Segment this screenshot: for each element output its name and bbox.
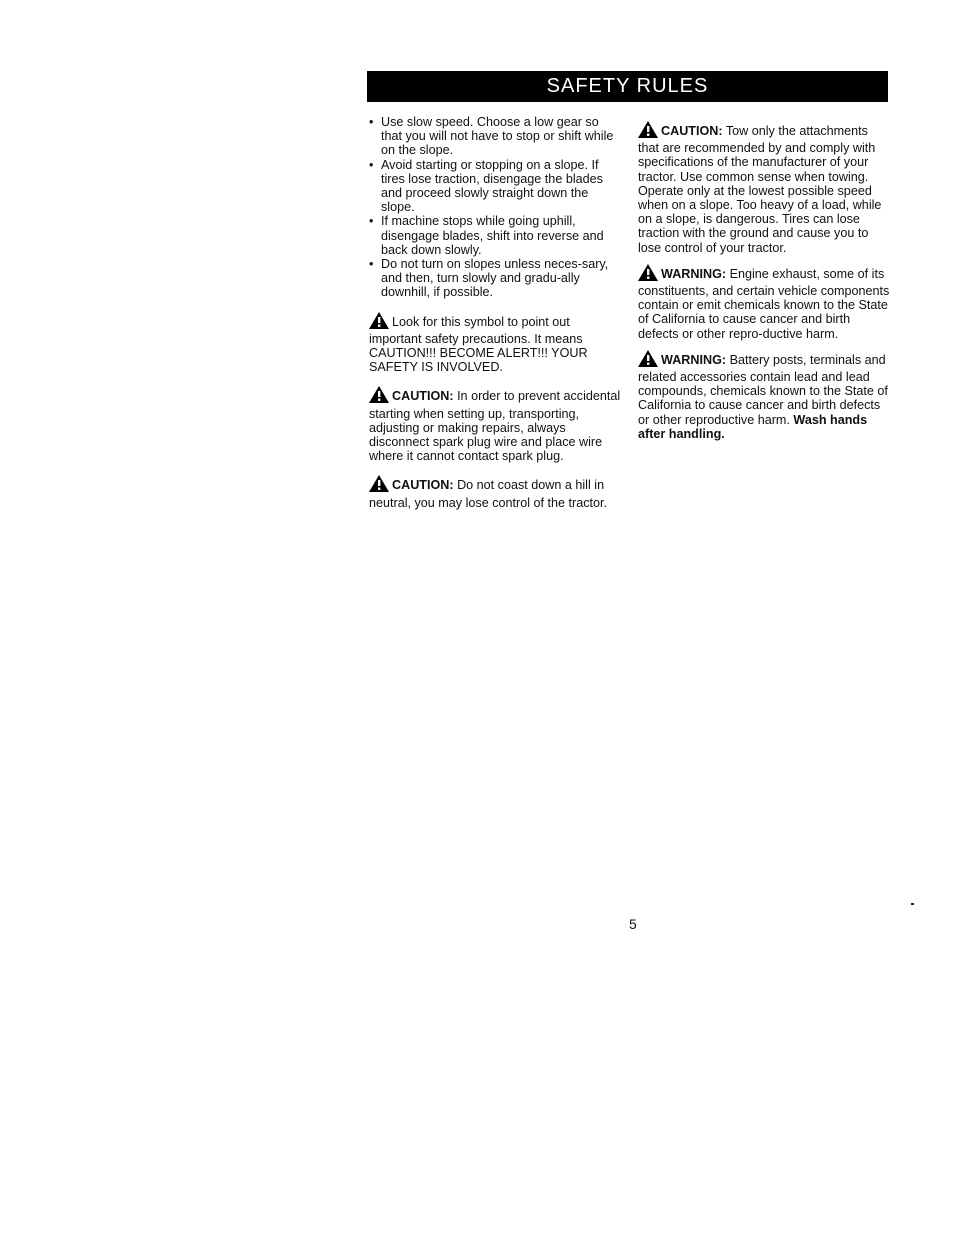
warning-triangle-icon: [369, 475, 389, 495]
left-column: [369, 115, 623, 510]
list-item: • Avoid starting or stopping on a slope. If tires lose traction, disengage the blades and proceed slowly straight down the slope.: [369, 157, 603, 215]
print-speck: [911, 903, 914, 905]
page-number: 5: [629, 916, 637, 932]
right-column: [638, 121, 892, 441]
slope-bullet-list: [369, 115, 623, 300]
warning-triangle-icon: [638, 264, 658, 284]
section-header: [367, 71, 888, 102]
warning-battery-lead: WARNING: Battery posts, terminals and related accessories contain lead and lead compounds, chemicals known to the State of California to cause cancer and birth defects or other reproductive harm. Wash hands after handling.: [638, 350, 892, 441]
caution-disconnect-plug: CAUTION: In order to prevent accidental starting when setting up, transporting, adjusting or making repairs, always disconnect spark plug wire and place wire where it cannot contact spark plug.: [369, 386, 623, 463]
list-item: • Use slow speed. Choose a low gear so that you will not have to stop or shift while on the slope.: [369, 115, 614, 158]
list-item: • Do not turn on slopes unless neces-sary, and then, turn slowly and gradu-ally downhill, if possible.: [369, 257, 609, 300]
symbol-note: Look for this symbol to point out important safety precautions. It means CAUTION!!! BECOME ALERT!!! YOUR SAFETY IS INVOLVED.: [369, 312, 623, 375]
caution-coasting: CAUTION: Do not coast down a hill in neutral, you may lose control of the tractor.: [369, 475, 623, 509]
warning-triangle-icon: [638, 121, 658, 141]
warning-engine-exhaust: WARNING: Engine exhaust, some of its constituents, and certain vehicle components contain or emit chemicals known to the State of California to cause cancer and birth defects or other repro-ductive harm.: [638, 264, 892, 341]
page-title: SAFETY RULES: [546, 75, 709, 97]
caution-towing: CAUTION: Tow only the attachments that are recommended by and comply with specifications of the manufacturer of your tractor. Use common sense when towing. Operate only at the lowest possible speed when on a slope. Too heavy of a load, while on a slope, is dangerous. Tires can lose traction with the ground and cause you to lose control of your tractor.: [638, 121, 892, 255]
warning-triangle-icon: [369, 312, 389, 332]
wash-hands-notice: Wash hands after handling.: [638, 412, 868, 441]
warning-triangle-icon: [638, 350, 658, 370]
list-item: • If machine stops while going uphill, disengage blades, shift into reverse and back down slowly.: [369, 214, 604, 257]
warning-triangle-icon: [369, 386, 389, 406]
